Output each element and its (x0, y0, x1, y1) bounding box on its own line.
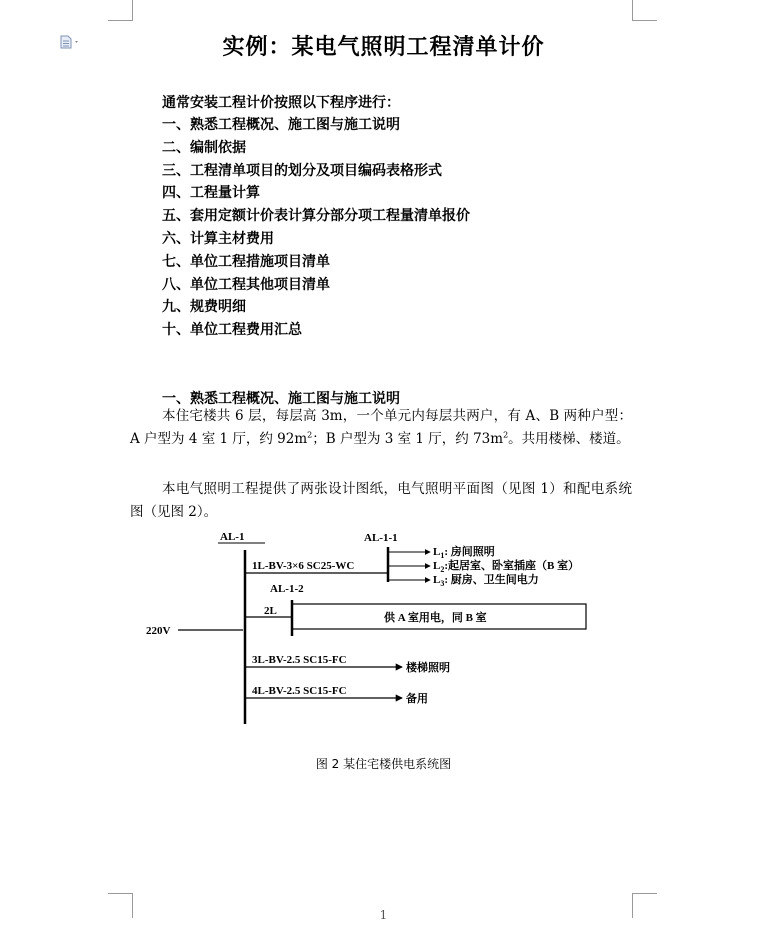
procedure-step: 九、规费明细 (162, 299, 246, 316)
building-description-paragraph: 本住宅楼共 6 层，每层高 3m，一个单元内每层共两户，有 A、B 两种户型：A 户型为 4 室 1 厅，约 $92m^2$；B 户型为 3 室 1 厅，约 $73m^2$。共用楼梯、楼道。 (130, 408, 632, 447)
load-l3: $L_3$: 厨房、卫生间电力 (433, 574, 539, 588)
circuit-4-destination: 备用 (406, 693, 428, 705)
page-title: 实例：某电气照明工程清单计价 (222, 34, 545, 60)
procedure-step: 五、套用定额计价表计算分部分项工程量清单报价 (162, 208, 470, 225)
voltage-label: 220V (146, 625, 171, 637)
circuit-2-label: 2L (264, 605, 277, 617)
procedure-step: 一、熟悉工程概况、施工图与施工说明 (162, 117, 400, 133)
crop-mark-top-right (632, 0, 657, 21)
circuit-4-label: 4L-BV-2.5 SC15-FC (252, 685, 347, 697)
section-heading: 一、熟悉工程概况、施工图与施工说明 (162, 391, 400, 407)
procedure-step: 十、单位工程费用汇总 (162, 322, 302, 339)
circuit-1-label: 1L-BV-3×6 SC25-WC (252, 560, 355, 572)
figure-caption: 图 2 某住宅楼供电系统图 (315, 757, 452, 771)
crop-mark-top-left (108, 0, 133, 21)
procedure-list (162, 114, 470, 342)
procedure-step: 六、计算主材费用 (162, 230, 274, 247)
load-l2: $L_2$:起居室、卧室插座（B 室） (433, 560, 580, 574)
procedure-step: 二、编制依据 (162, 139, 246, 156)
procedure-step: 四、工程量计算 (162, 185, 260, 202)
sub-panel-2-label: AL-1-2 (270, 583, 304, 595)
circuit-3-label: 3L-BV-2.5 SC15-FC (252, 654, 347, 666)
main-panel-label: AL-1 (220, 531, 245, 543)
intro-text: 通常安装工程计价按照以下程序进行： (162, 95, 400, 111)
load-l1: $L_1$: 房间照明 (433, 546, 495, 560)
drawings-paragraph: 本电气照明工程提供了两张设计图纸，电气照明平面图（见图 1）和配电系统图（见图 2）。 (130, 481, 632, 520)
page-number: 1 (379, 908, 388, 922)
procedure-step: 三、工程清单项目的划分及项目编码表格形式 (162, 162, 442, 179)
distribution-system-diagram (140, 522, 610, 732)
supply-label: 供 A 室用电，同 B 室 (384, 612, 487, 624)
procedure-step: 八、单位工程其他项目清单 (162, 276, 330, 293)
procedure-step: 七、单位工程措施项目清单 (162, 253, 330, 270)
circuit-3-destination: 楼梯照明 (406, 662, 450, 674)
sub-panel-label: AL-1-1 (364, 532, 398, 544)
